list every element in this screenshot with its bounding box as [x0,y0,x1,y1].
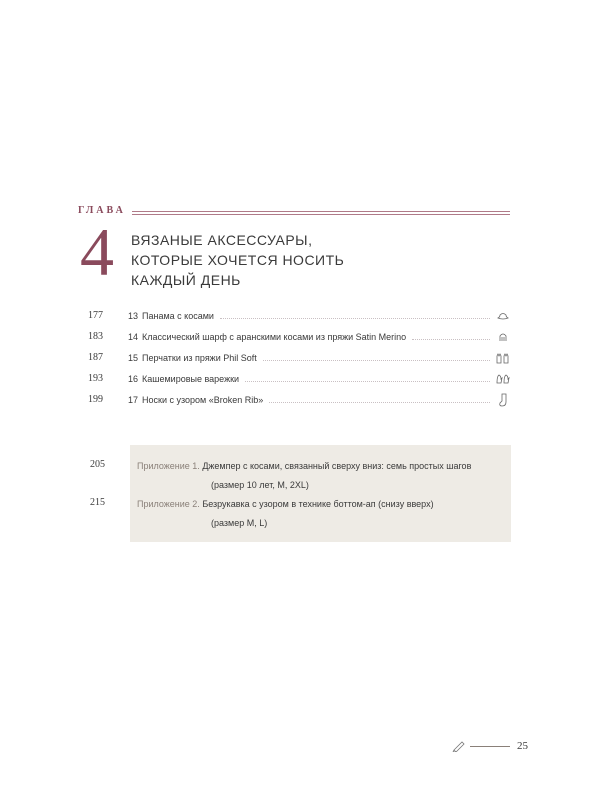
toc-item-number: 15 [128,352,139,363]
gloves-icon [496,351,510,365]
chapter-title-line: ВЯЗАНЫЕ АКСЕССУАРЫ, [131,232,313,248]
chapter-label: ГЛАВА [78,205,126,216]
toc-page-number: 199 [88,394,103,405]
appendix-title: Безрукавка с узором в технике боттом-ап (снизу вверх) [202,499,434,509]
page-number: 25 [517,740,528,752]
toc-item-title: Панама с косами [142,310,214,321]
leader-dots [245,380,490,382]
appendix-box [130,445,511,542]
toc-item-title: Кашемировые варежки [142,373,240,384]
toc-item-number: 16 [128,373,139,384]
toc-page-number: 187 [88,352,103,363]
appendix-1-page-number: 205 [90,459,105,470]
toc-item-title: Классический шарф с аранскими косами из пряжи Satin Merino [142,331,407,342]
toc-entry[interactable] [88,305,510,326]
toc-page-number: 193 [88,373,103,384]
toc-item-number: 14 [128,331,139,342]
leader-dots [263,359,490,361]
sock-icon [496,393,510,407]
chapter-title-line: КАЖДЫЙ ДЕНЬ [131,272,241,288]
toc-entry[interactable] [88,347,510,368]
appendix-1-entry[interactable] [137,461,471,471]
table-of-contents [88,305,510,410]
appendix-1-subtitle: (размер 10 лет, M, 2XL) [211,480,309,490]
chapter-title-line: КОТОРЫЕ ХОЧЕТСЯ НОСИТЬ [131,252,345,268]
leader-dots [220,317,490,319]
appendix-title: Джемпер с косами, связанный сверху вниз: семь простых шагов [202,461,472,471]
toc-entry[interactable] [88,368,510,389]
chapter-title [131,230,451,290]
appendix-label: Приложение 2. [137,499,200,509]
toc-item-number: 17 [128,394,139,405]
appendix-2-entry[interactable] [137,499,434,509]
toc-item-number: 13 [128,310,139,321]
toc-item-title: Носки с узором «Broken Rib» [142,394,264,405]
leader-dots [269,401,490,403]
toc-entry[interactable] [88,326,510,347]
pencil-icon [452,739,466,757]
chapter-number: 4 [80,214,114,290]
mittens-icon [496,372,510,386]
toc-entry[interactable] [88,389,510,410]
scarf-icon [496,330,510,344]
toc-page-number: 177 [88,310,103,321]
appendix-2-page-number: 215 [90,497,105,508]
appendix-2-subtitle: (размер M, L) [211,518,268,528]
leader-dots [412,338,490,340]
chapter-rule [132,211,510,215]
toc-item-title: Перчатки из пряжи Phil Soft [142,352,257,363]
appendix-label: Приложение 1. [137,461,200,471]
hat-icon [496,309,510,323]
toc-page-number: 183 [88,331,103,342]
footer-rule [470,746,510,747]
